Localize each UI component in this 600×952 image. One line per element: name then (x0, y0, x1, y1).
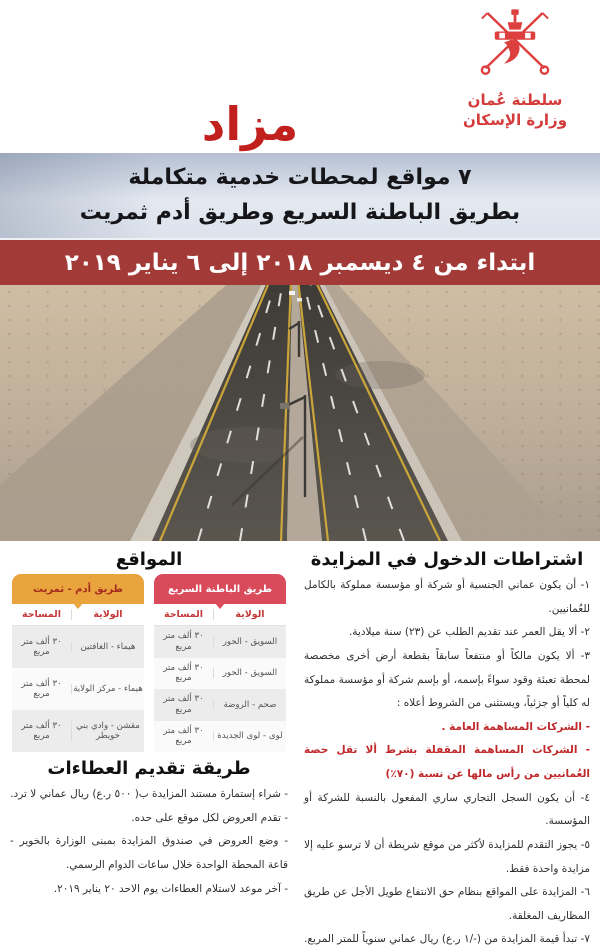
header (0, 0, 600, 153)
cell-area: ٣٠ ألف متر مربع (21, 678, 62, 699)
table-row (12, 710, 144, 752)
cell-wilaya: السويق - الحور (213, 637, 286, 647)
title-line-1: ٧ مواقع لمحطات خدمية متكاملة (128, 165, 472, 191)
condition-item: ٦- المزايدة على المواقع بنظام حق الانتفاع طويل الأجل عن طريق المظاريف المغلقة. (304, 886, 590, 922)
cell-wilaya: مقشن - وادي بني خويطر (71, 721, 144, 742)
emblem-ministry: وزارة الإسكان (462, 111, 568, 130)
condition-item-highlighted: - الشركات المساهمة العامة . (441, 720, 590, 733)
condition-item: ٤- أن يكون السجل التجاري ساري المفعول بالنسبة للشركة أو المؤسسة. (304, 791, 590, 828)
table-row (154, 658, 286, 690)
highway-photo (0, 285, 600, 541)
col-header-wilaya: الولاية (213, 609, 286, 620)
cell-wilaya: هيماء - مركز الولاية (71, 684, 144, 694)
auction-title: مزاد (201, 97, 299, 151)
cell-area: ٣٠ ألف متر مربع (21, 636, 62, 657)
condition-item: ٣- ألا يكون مالكاً أو منتفعاً سابقاً بقطعة أرض أخرى مخصصة لمحطة تعبئة وقود سواءً بإسمه، أو بإسم شركة أو مؤسسة مملوكة له كلياً أو جزئياً، ويستثنى من الشروط أعلاه : (304, 649, 590, 710)
bid-item: - تقدم العروض لكل موقع على حده. (131, 811, 288, 824)
cell-area: ٣٠ ألف متر مربع (163, 662, 204, 684)
condition-item: ٧- تبدأ قيمة المزايدة من (-/١ ر.ع) ريال عماني سنوياً للمتر المربع. (304, 933, 590, 946)
oman-khanjar-emblem-icon (469, 6, 561, 90)
bid-item: - آخر موعد لاستلام العطاءات يوم الاحد ٢٠ يناير ٢٠١٩. (53, 882, 288, 895)
condition-item: ٢- ألا يقل العمر عند تقديم الطلب عن (٢٣) سنة ميلادية. (348, 626, 590, 639)
emblem-country: سلطنة عُمان (467, 91, 563, 109)
conditions-title: اشتراطات الدخول في المزايدة (310, 549, 584, 570)
bids-list (10, 783, 288, 901)
col-header-area: المساحة (21, 609, 61, 620)
locations-group-adam-thumrait (12, 574, 144, 752)
highway-scene (0, 285, 600, 541)
cell-wilaya: صحم - الروضة (213, 700, 286, 710)
cell-area: ٣٠ ألف متر مربع (163, 631, 204, 652)
group-header-adam-thumrait: طريق أدم - ثمريت (12, 574, 144, 604)
date-banner (0, 238, 600, 285)
condition-item: ٥- يجوز التقدم للمزايدة لأكثر من موقع شريطة أن لا ترسو عليه إلا مزايدة واحدة فقط. (304, 838, 590, 875)
title-banner (0, 153, 600, 238)
condition-item-highlighted: - الشركات المساهمة المقفلة بشرط ألا تقل حصة العُمانيين من رأس مالها عن نسبة (٧٠٪) (304, 744, 590, 780)
col-header-wilaya: الولاية (71, 609, 144, 620)
cell-area: ٣٠ ألف متر مربع (163, 725, 204, 747)
details-section (0, 541, 600, 946)
bid-item: - وضع العروض في صندوق المزايدة بمبنى الوزارة بالخوير - قاعة المحطة الواحدة خلال ساعات الدوام الرسمي. (10, 835, 288, 871)
group-header-batinah: طريق الباطنة السريع (154, 574, 286, 604)
locations-table (12, 574, 286, 752)
table-row (154, 626, 286, 658)
col-header-area: المساحة (163, 609, 203, 620)
cell-area: ٣٠ ألف متر مربع (21, 720, 62, 741)
table-row (12, 668, 144, 710)
cell-wilaya: السويق - الحور (213, 668, 286, 678)
bid-item: - شراء إستمارة مستند المزايدة ب( ٥٠٠ ر.ع) ريال عماني لا ترد. (10, 788, 288, 800)
locations-group-batinah (154, 574, 286, 752)
cell-wilaya: لوى - لوى الجديدة (213, 731, 286, 741)
conditions-section (298, 545, 594, 946)
date-range-text: ابتداء من ٤ ديسمبر ٢٠١٨ إلى ٦ يناير ٢٠١٩ (64, 249, 536, 276)
table-row (154, 689, 286, 721)
conditions-list (304, 574, 590, 952)
locations-and-bids (8, 545, 290, 895)
locations-title: المواقع (115, 549, 183, 570)
bids-title: طريقة تقديم العطاءات (47, 758, 251, 779)
table-row (154, 721, 286, 753)
table-row (12, 626, 144, 668)
cell-wilaya: هيماء - الغافتين (71, 642, 144, 652)
cell-area: ٣٠ ألف متر مربع (163, 694, 204, 715)
oman-emblem (430, 0, 600, 153)
title-line-2: بطريق الباطنة السريع وطريق أدم ثمريت (79, 199, 521, 225)
condition-item: ١- أن يكون عماني الجنسية أو شركة أو مؤسسة مملوكة بالكامل للعُمانيين. (304, 579, 590, 615)
